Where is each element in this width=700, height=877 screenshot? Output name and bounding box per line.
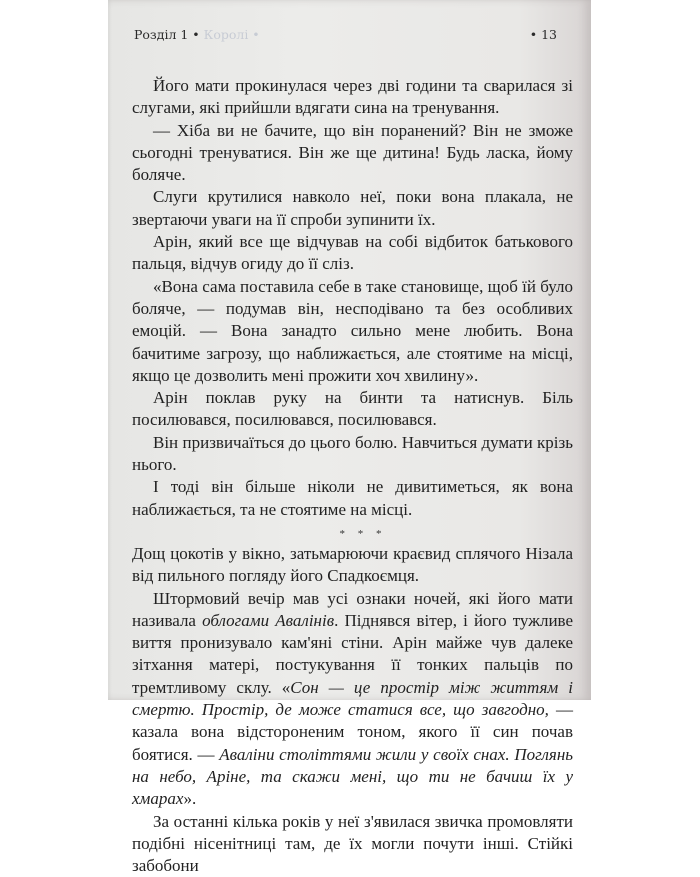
paragraph: Його мати прокинулася через дві години та сварилася зі слугами, які прийшли вдягати сина на тренування. xyxy=(132,75,573,120)
book-page xyxy=(108,0,591,700)
italic-run: Сон — це простір між життям і смертю. Простір, де може статися все, що завгодно, xyxy=(132,678,573,719)
text-run: ». xyxy=(183,789,196,808)
running-head xyxy=(134,27,557,45)
paragraph: Дощ цокотів у вікно, затьмарюючи краєвид сплячого Нізала від пильного погляду його Спадкоємця. xyxy=(132,543,573,588)
paragraph: Він призвичаїться до цього болю. Навчиться думати крізь нього. xyxy=(132,432,573,477)
paragraph: — Хіба ви не бачите, що він поранений? Він не зможе сьогодні тренуватися. Він же ще дитина! Будь ласка, йому боляче. xyxy=(132,120,573,187)
paragraph: «Вона сама поставила себе в таке становище, щоб їй було боляче, — подумав він, несподівано та без особливих емоцій. — Вона занадто сильно мене любить. Вона бачитиме загрозу, що наближається, але стоятиме на місці, якщо це дозволить мені прожити хоч хвилину». xyxy=(132,276,573,387)
chapter-label xyxy=(134,27,260,42)
paragraph: Арін поклав руку на бинти та натиснув. Біль посилювався, посилювався, посилювався. xyxy=(132,387,573,432)
text-run: Штормовий вечір мав усі ознаки ночей, які його мати називала xyxy=(132,589,573,630)
bleed-through-text: Королі • xyxy=(204,27,260,42)
text-run: . Піднявся вітер, і його тужливе виття пронизувало кам'яні стіни. Арін майже чув далеке зітхання матері, постукування її тонких пальців по тремтливому склу. « xyxy=(132,611,573,697)
section-separator: * * * xyxy=(132,521,573,543)
italic-run: Аваліни століттями жили у своїх снах. Поглянь на небо, Аріне, та скажи мені, що ти не бачиш їх у хмарах xyxy=(132,745,573,809)
paragraph: Слуги крутилися навколо неї, поки вона плакала, не звертаючи уваги на її спроби зупинити їх. xyxy=(132,186,573,231)
paragraph: І тоді він більше ніколи не дивитиметься, як вона наближається, та не стоятиме на місці. xyxy=(132,476,573,521)
paragraph xyxy=(132,588,573,811)
section-title: Розділ 1 • xyxy=(134,27,200,42)
page-number: • 13 xyxy=(530,27,557,42)
body-text xyxy=(132,75,573,877)
paragraph: За останні кілька років у неї з'явилася звичка промовляти подібні нісенітниці там, де їх могли почути інші. Стійкі забобони xyxy=(132,811,573,877)
text-run: — казала вона відстороненим тоном, якого її син почав боятися. — xyxy=(132,700,573,764)
paragraph: Арін, який все ще відчував на собі відбиток батькового пальця, відчув огиду до її сліз. xyxy=(132,231,573,276)
italic-run: облогами Авалінів xyxy=(202,611,334,630)
